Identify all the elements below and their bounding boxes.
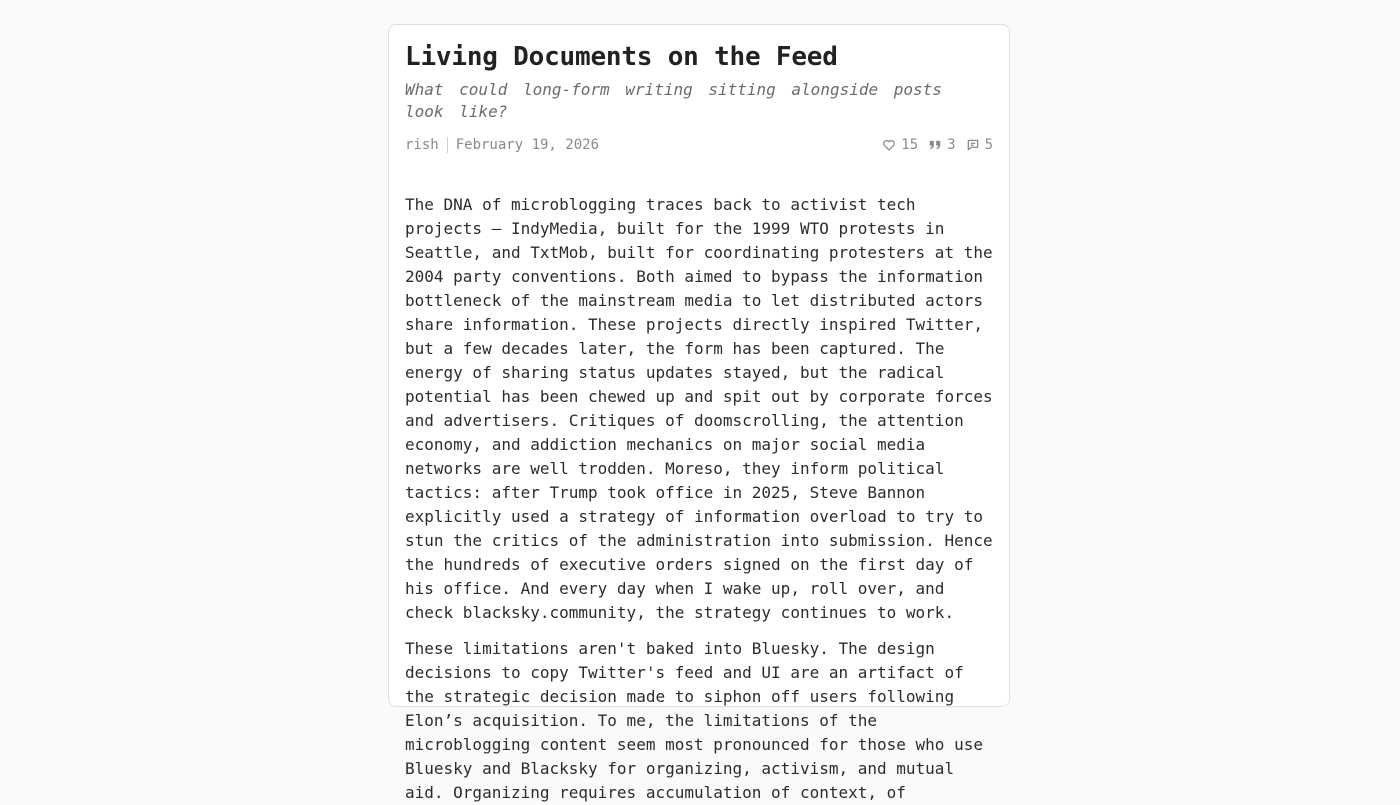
author-link[interactable]: rish xyxy=(405,137,439,153)
body-paragraph: The DNA of microblogging traces back to activist tech projects — IndyMedia, built for the 1999 WTO protests in Seattle, and TxtMob, built for coordinating protesters at the 2004 party conventions. Both aimed to bypass the information bottleneck of the mainstream media to let distributed actors share information. These projects directly inspired Twitter, but a few decades later, the form has been captured. The energy of sharing status updates stayed, but the radical potential has been chewed up and spit out by corporate forces and advertisers. Critiques of doomscrolling, the attention economy, and addiction mechanics on major social media networks are well trodden. Moreso, they inform political tactics: after Trump took office in 2025, Steve Bannon explicitly used a strategy of information overload to try to stun the critics of the administration into submission. Hence the hundreds of executive orders signed on the first day of his office. And every day when I wake up, roll over, and check blacksky.community, the strategy continues to work. xyxy=(405,195,993,622)
post-stats xyxy=(882,137,993,153)
post-title: Living Documents on the Feed xyxy=(405,42,838,72)
post-content xyxy=(389,25,1009,805)
byline xyxy=(405,137,599,153)
byline-divider xyxy=(447,137,448,153)
quote-button[interactable] xyxy=(928,137,955,153)
body-paragraph: These limitations aren't baked into Bluesky. The design decisions to copy Twitter's feed and UI are an artifact of the strategic decision made to siphon off users following Elon’s acquisition. To me, the limitations of the microblogging content seem most pronounced for those who use Bluesky and Blacksky for organizing, activism, and mutual aid. Organizing requires accumulation of context, of xyxy=(405,639,983,802)
post-meta xyxy=(405,135,993,155)
heart-icon xyxy=(882,138,896,152)
post-date: February 19, 2026 xyxy=(455,137,600,153)
quote-icon xyxy=(928,138,942,152)
quote-count: 3 xyxy=(947,137,956,153)
comment-count: 5 xyxy=(984,137,993,153)
like-button[interactable] xyxy=(882,137,918,153)
post-body xyxy=(405,193,993,805)
post-subtitle: What could long-form writing sitting alongside posts look like? xyxy=(405,80,942,121)
like-count: 15 xyxy=(901,137,919,153)
comment-icon xyxy=(966,138,980,152)
post-card xyxy=(388,24,1010,802)
comment-button[interactable] xyxy=(966,137,993,153)
